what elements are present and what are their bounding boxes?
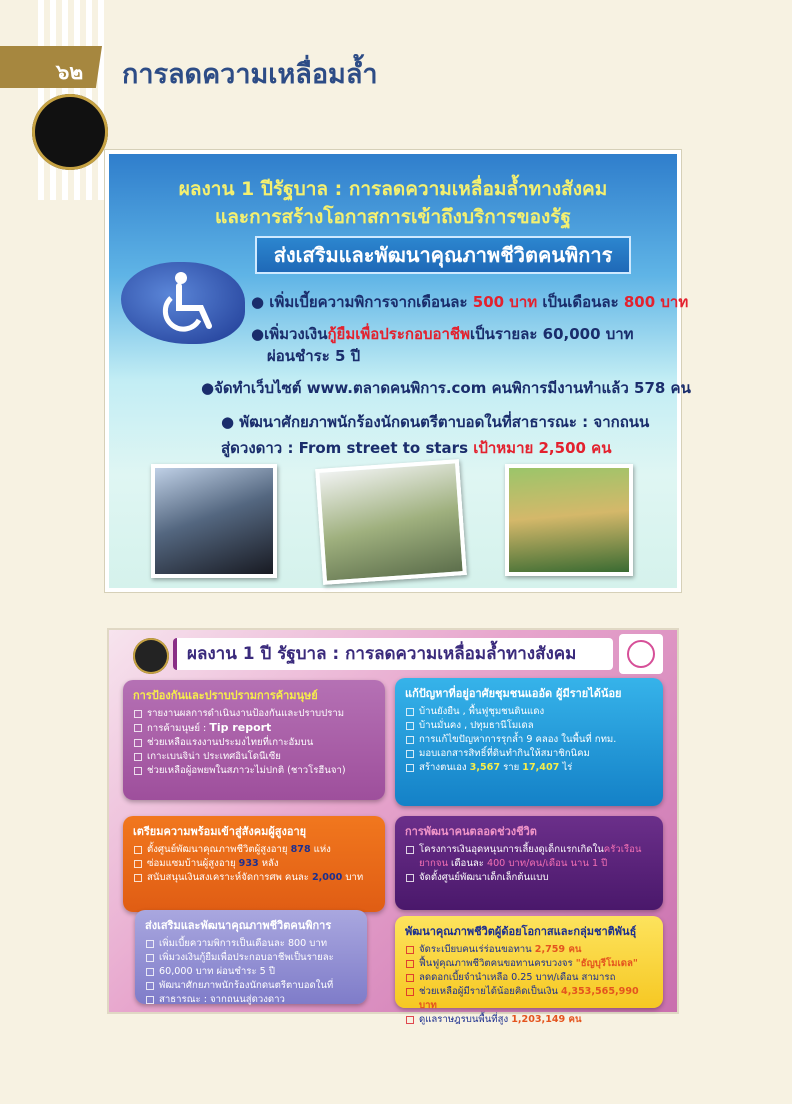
panel-title: การป้องกันและปราบปรามการค้ามนุษย์ xyxy=(133,689,318,702)
wheelchair-icon xyxy=(121,262,245,344)
slide2-header: ผลงาน 1 ปี รัฐบาล : การลดความเหลื่อมล้ำทางสังคม xyxy=(173,638,613,670)
panel-lifelong-development xyxy=(395,816,663,910)
panel-title: พัฒนาคุณภาพชีวิตผู้ด้อยโอกาสและกลุ่มชาติพันธุ์ xyxy=(405,925,637,938)
list-item: ตั้งศูนย์พัฒนาคุณภาพชีวิตผู้สูงอายุ 878 แห่ง xyxy=(123,843,385,857)
list-item-continued: การค้ามนุษย์ : Tip report xyxy=(123,721,385,736)
page-number-tab xyxy=(0,46,102,88)
slide-disability-support xyxy=(109,154,691,588)
list-item-continued: 60,000 บาท ผ่อนชำระ 5 ปี xyxy=(135,965,367,979)
list-item: การแก้ไขปัญหาการรุกล้ำ 9 คลอง ในพื้นที่ กทม. xyxy=(395,733,663,747)
list-item: ลดดอกเบี้ยจำนำเหลือ 0.25 บาท/เดือน สามารถ xyxy=(395,971,663,985)
photo-crowd xyxy=(505,464,633,576)
panel-disability xyxy=(135,910,367,1004)
panel-human-trafficking xyxy=(123,680,385,800)
page-title: การลดความเหลื่อมล้ำ xyxy=(122,59,378,90)
list-item: จัดตั้งศูนย์พัฒนาเด็กเล็กต้นแบบ xyxy=(395,871,663,885)
list-item: ช่วยเหลือแรงงานประมงไทยที่เกาะอัมบน xyxy=(123,736,385,750)
panel-title: การพัฒนาคนตลอดช่วงชีวิต xyxy=(405,825,537,838)
list-item: มอบเอกสารสิทธิ์ที่ดินทำกินให้สมาชิกนิคม xyxy=(395,747,663,761)
ministry-logo xyxy=(619,634,663,674)
slide1-bullet-allowance: ● เพิ่มเบี้ยความพิการจากเดือนละ 500 บาท เป็นเดือนละ 800 บาท xyxy=(251,293,689,311)
slide1-bullet-website: ●จัดทำเว็บไซต์ www.ตลาดคนพิการ.com คนพิการมีงานทำแล้ว 578 คน xyxy=(201,379,691,397)
photo-street-performer xyxy=(315,459,467,585)
slide1-bullet-loan: ●เพิ่มวงเงินกู้ยืมเพื่อประกอบอาชีพเป็นรายละ 60,000 บาท xyxy=(251,325,634,343)
list-item: ฟื้นฟูคุณภาพชีวิตคนขอทานครบวงจร "ธัญบุรีโมเดล" xyxy=(395,957,663,971)
photo-musicians xyxy=(151,464,277,578)
list-item: เพิ่มเบี้ยความพิการเป็นเดือนละ 800 บาท xyxy=(135,937,367,951)
government-emblem xyxy=(32,94,108,170)
panel-title: เตรียมความพร้อมเข้าสู่สังคมผู้สูงอายุ xyxy=(133,825,307,838)
government-emblem-small xyxy=(133,638,169,674)
list-item: บ้านมั่นคง , ปทุมธานีโมเดล xyxy=(395,719,663,733)
page-number: ๖๒ xyxy=(56,60,84,84)
list-item: โครงการเงินอุดหนุนการเลี้ยงดูเด็กแรกเกิดในครัวเรือนยากจน เดือนละ 400 บาท/คน/เดือน นาน 1 ปี xyxy=(395,843,663,871)
list-item: จัดระเบียบคนเร่ร่อนขอทาน 2,759 คน xyxy=(395,943,663,957)
panel-title: ส่งเสริมและพัฒนาคุณภาพชีวิตคนพิการ xyxy=(145,919,332,932)
list-item: ดูแลราษฎรบนพื้นที่สูง 1,203,149 คน xyxy=(395,1013,663,1027)
list-item: บ้านยังยืน , พื้นฟูชุมชนดินแดง xyxy=(395,705,663,719)
list-item: ซ่อมแซมบ้านผู้สูงอายุ 933 หลัง xyxy=(123,857,385,871)
slide1-bullet-musicians: ● พัฒนาศักยภาพนักร้องนักดนตรีตาบอดในที่สาธารณะ : จากถนน xyxy=(221,413,650,431)
list-item-continued: สาธารณะ : จากถนนสู่ดวงดาว xyxy=(135,993,367,1007)
list-item-continued: ช่วยเหลือผู้มีรายได้น้อยคิดเป็นเงิน 4,353,565,990 บาท xyxy=(395,985,663,1013)
panel-elderly xyxy=(123,816,385,912)
panel-housing xyxy=(395,678,663,806)
panel-disadvantaged xyxy=(395,916,663,1025)
list-item: พัฒนาศักยภาพนักร้องนักดนตรีตาบอดในที่ xyxy=(135,979,367,993)
slide1-title-line2: และการสร้างโอกาสการเข้าถึงบริการของรัฐ xyxy=(215,206,571,228)
list-item: เพิ่มวงเงินกู้ยืมเพื่อประกอบอาชีพเป็นรายละ xyxy=(135,951,367,965)
list-item: รายงานผลการดำเนินงานป้องกันและปราบปราม xyxy=(123,707,385,721)
slide-social-inequality xyxy=(109,630,677,1025)
panel-title: แก้ปัญหาที่อยู่อาศัยชุมชนแออัด ผู้มีรายได้น้อย xyxy=(405,687,622,700)
slide1-banner: ส่งเสริมและพัฒนาคุณภาพชีวิตคนพิการ xyxy=(255,236,631,274)
slide1-bullet-musicians-target: สู่ดวงดาว : From street to stars เป้าหมาย 2,500 คน xyxy=(221,439,612,457)
slide1-bullet-loan-term: ผ่อนชำระ 5 ปี xyxy=(267,347,361,365)
list-item-continued: สร้างตนเอง 3,567 ราย 17,407 ไร่ xyxy=(395,761,663,775)
list-item: สนับสนุนเงินสงเคราะห์จัดการศพ คนละ 2,000 บาท xyxy=(123,871,385,885)
list-item: ช่วยเหลือผู้อพยพในสภาวะไม่ปกติ (ชาวโรฮีนจา) xyxy=(123,764,385,778)
slide1-title-line1: ผลงาน 1 ปีรัฐบาล : การลดความเหลื่อมล้ำทางสังคม xyxy=(178,178,608,200)
list-item-continued: เกาะเบนจิน่า ประเทศอินโดนีเซีย xyxy=(123,750,385,764)
